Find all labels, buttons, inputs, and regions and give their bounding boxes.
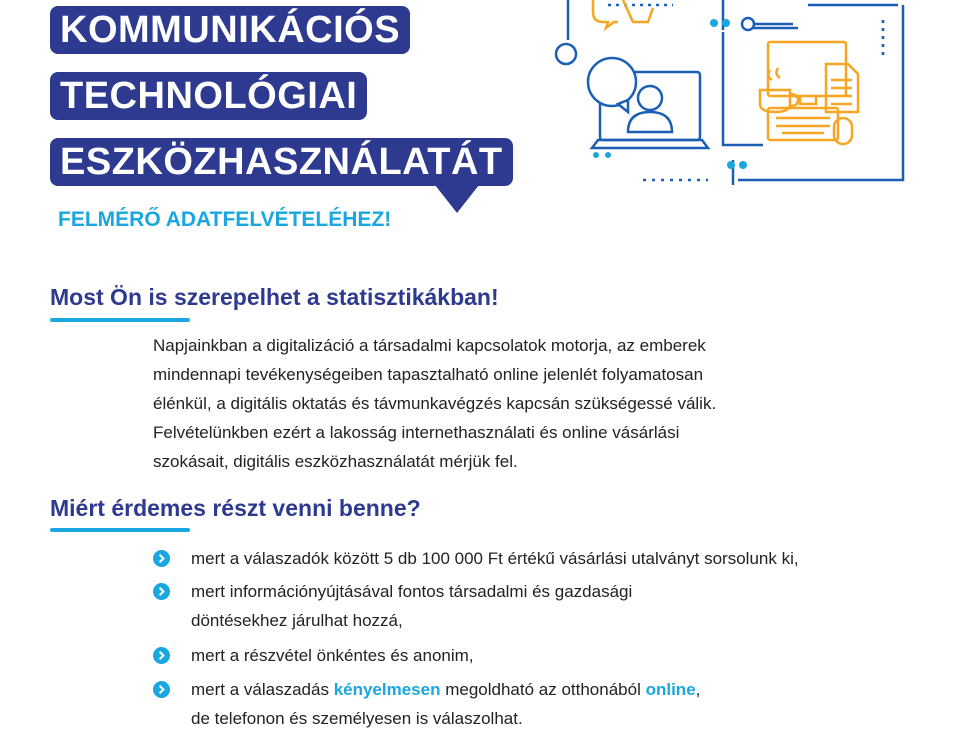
paragraph-line: élénkül, a digitális oktatás és távmunkavégzés kapcsán szükségessé válik. [153,394,717,413]
section-1-heading: Most Ön is szerepelhet a statisztikákban! [50,284,499,310]
section-1-paragraph [153,331,853,476]
technology-illustration [548,0,908,200]
list-item-text: döntésekhez járulhat hozzá, [191,611,403,630]
section-2-heading: Miért érdemes részt venni benne? [50,495,421,521]
list-item-text: de telefonon és személyesen is válaszolhat. [191,709,523,728]
paragraph-line: szokásait, digitális eszközhasználatát mérjük fel. [153,452,518,471]
section-2-underline [50,528,190,532]
paragraph-line: Napjainkban a digitalizáció a társadalmi kapcsolatok motorja, az emberek [153,336,706,355]
title-line-1: KOMMUNIKÁCIÓS [50,6,410,54]
list-item-text: mert a részvétel önkéntes és anonim, [191,646,474,665]
speech-bubble-tail [435,185,479,213]
title-line-2: TECHNOLÓGIAI [50,72,367,120]
chevron-right-icon [153,681,170,698]
title-line-3: ESZKÖZHASZNÁLATÁT [50,138,513,186]
chevron-right-icon [153,583,170,600]
paragraph-line: Felvételünkben ezért a lakosság internethasználati és online vásárlási [153,423,680,442]
list-item-text: mert a válaszadás kényelmesen megoldható az otthonából online, [191,680,701,699]
chevron-right-icon [153,647,170,664]
paragraph-line: mindennapi tevékenységeiben tapasztalható online jelenlét folyamatosan [153,365,704,384]
highlight-text: kényelmesen [333,680,441,699]
chevron-right-icon [153,550,170,567]
highlight-text: online [645,680,696,699]
list-item-text: mert a válaszadók között 5 db 100 000 Ft értékű vásárlási utalványt sorsolunk ki, [191,549,799,568]
subtitle: FELMÉRŐ ADATFELVÉTELÉHEZ! [58,208,392,231]
list-item-text: mert információnyújtásával fontos társadalmi és gazdasági [191,582,633,601]
section-1-underline [50,318,190,322]
